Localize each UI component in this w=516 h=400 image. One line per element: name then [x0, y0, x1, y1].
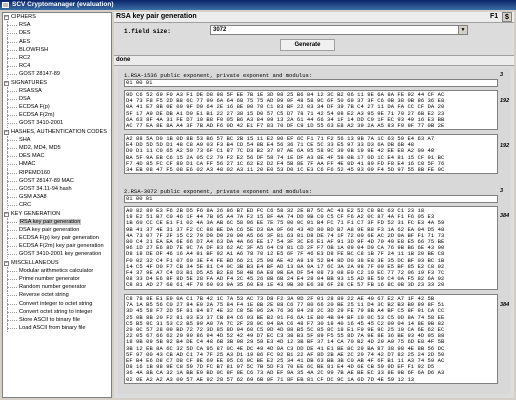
sidebar-item-label: MD2, MD4, MD5: [19, 145, 61, 151]
sidebar-item[interactable]: [3, 242, 111, 250]
sidebar-item-label: DSA: [19, 95, 31, 102]
hex-line: D0 D1 11 C0 65 A2 50 73 6F C1 87 7C D3 B2 37 07 AE 6A 05 58 9C 39 0B 19 9E 42 EE E8 A2 09 48: [126, 147, 435, 155]
page-title: RSA key pair generation: [116, 13, 197, 20]
tree-section[interactable]: [3, 79, 111, 87]
hex-line: A0 82 89 E3 F6 2B D5 F6 8A 26 86 B7 ED FC C6 58 32 2E B7 5C AC 43 E2 52 C8 BC 63 C1 23 18: [126, 207, 425, 214]
sidebar-item[interactable]: [3, 226, 111, 234]
sidebar-item-label: AES: [19, 38, 31, 45]
sidebar-item-label: RSA: [19, 22, 31, 29]
sidebar-item[interactable]: [3, 218, 111, 226]
tree-section-label: MISCELLANEOUS: [11, 259, 59, 266]
sidebar-item[interactable]: [3, 291, 111, 299]
hex-line: 36 4A 8B CA 32 1A BB E9 BD 0C 8F 8E C6 73 AD EF 9A 35 4A 2C 99 7B AE BE EC 33 8E 9B 6F 6A D6 A3: [126, 369, 445, 377]
field-size-select[interactable]: [210, 25, 468, 35]
sidebar-item-label: RSASSA: [19, 87, 42, 94]
hex-line: C8 81 AD 27 68 61 4F 70 60 03 9A 35 60 E9 1E 43 9B 30 E6 38 6F 28 CE 57 FB 16 8C 0B 3D 23 33 20: [126, 281, 445, 289]
hex-line: 25 0B 8B 20 F2 81 93 E3 37 CB 84 C6 93 BE B2 01 F6 6A 1E B0 4B 94 BF 19 0C 53 C5 0D 8A 74 58 EE: [126, 313, 445, 321]
sidebar-item-label: SHA: [19, 136, 31, 143]
sidebar-item-label: Load ASCII from binary file: [19, 325, 86, 332]
main-panel: [114, 12, 514, 398]
collapse-icon[interactable]: −: [5, 79, 8, 86]
hex-line: BA 5F 9A EB C6 15 2A 05 C2 79 F2 E2 56 DF 58 74 1E DF A3 8E 4F 58 0B 17 0D 1C E4 81 15 CF 91 BC: [126, 153, 445, 161]
hex-line: F0 02 32 C4 F1 07 60 3E F4 FE BD 66 21 25 90 AE 42 A9 19 52 B4 8D D0 38 E8 3E 35 DC BF 03 BC 1B: [126, 256, 445, 264]
sidebar-item[interactable]: [3, 267, 111, 275]
tree-section-label: KEY GENERATION: [11, 210, 61, 217]
sidebar-item[interactable]: [3, 144, 111, 152]
rsa3072-public-exponent[interactable]: 01 00 01: [124, 195, 498, 203]
hex-line: D8 16 1B 98 9E C8 59 7D FC B7 81 97 5C 7B 5D F3 70 EE 6C BE 81 E4 4D 6E CB 59 9D EF F1 92 D5: [126, 363, 435, 371]
hex-line: F4 37 9E A7 C4 D3 B1 D5 A5 B2 E8 58 4B 6A E8 9B EA DF 54 08 73 08 E0 C2 10 EC 77 72 06 19 F3 7C: [126, 269, 445, 277]
rsa1536-modulus-count: 192: [500, 143, 510, 149]
sidebar-item[interactable]: [3, 234, 111, 242]
sidebar-item-label: GOST 28147-89 MAC: [19, 177, 74, 184]
sidebar-item[interactable]: [3, 316, 111, 324]
sidebar-item[interactable]: [3, 324, 111, 332]
tree-section-label: CIPHERS: [11, 14, 36, 20]
sidebar-item[interactable]: [3, 160, 111, 168]
rsa3072-exponent-count: 3: [500, 188, 504, 194]
rsa1536-title: 1.RSA-1536 public exponent, private exponent and modulus:: [124, 72, 313, 79]
sidebar-item-label: Random number generator: [19, 284, 87, 291]
hex-line: 02 0E A2 A2 A3 00 57 AE 92 28 57 62 69 6B 0F 71 8F EB 81 CF DC 9C 1A 6D 7D 4E 59 12 13: [126, 375, 415, 383]
hex-line: 5F 97 00 43 CB AD C1 74 7F 25 A3 D1 19 86 FC 92 B1 22 AF 8D 2B AE 2C 20 74 42 D7 82 25 24 2D 50: [126, 350, 445, 358]
hex-line: 4A 73 07 7F 2F 15 C2 79 D0 D0 20 00 A5 66 3F 81 63 81 D8 DE 74 1F 72 00 6E AC 2D 0A BF F1 71 73: [126, 231, 445, 239]
sidebar-item-label: BLOWFISH: [19, 46, 49, 53]
hex-line: C5 B5 8C 31 53 C2 B5 90 A0 7A 7C 2F 28 0C 04 8A C6 48 F7 30 18 40 16 45 45 C2 09 04 14 8E 9B 82: [126, 319, 445, 327]
sidebar-item[interactable]: [3, 169, 111, 177]
tree-section[interactable]: [3, 128, 111, 136]
sidebar-tree[interactable]: [2, 12, 112, 398]
hex-line: 3D 45 58 F7 2D 5F 81 84 87 4E 32 C8 5E 06 2A 76 36 84 28 2C 3D 29 FE 79 8B A4 BF C5 8F 91 CA CC: [126, 307, 445, 315]
sidebar-item-label: GOST 34.11-94 hash: [19, 185, 72, 192]
generate-button[interactable]: Generate: [280, 39, 335, 51]
app-icon: [2, 2, 9, 8]
sidebar-item[interactable]: [3, 38, 111, 46]
tree-section[interactable]: [3, 13, 111, 21]
sidebar-item[interactable]: [3, 95, 111, 103]
hex-line: 96 1D 27 E6 8D 7E 9C 7A DF 83 62 AC 3F A5 64 C9 81 CD 2F F7 OB 1A 09 04 D9 CA 76 9B B6 6E 43 00: [126, 244, 445, 252]
sidebar-item[interactable]: [3, 46, 111, 54]
sidebar-item-label: RC4: [19, 63, 31, 70]
tree-section-label: SIGNATURES: [11, 79, 47, 86]
sidebar-item-label: Prime number generator: [19, 276, 80, 282]
sidebar-item-label: CRC: [19, 202, 32, 209]
hex-line: 7A 1A B5 56 C0 27 84 E0 2A 75 84 F4 1E 8B 2E 88 C6 77 80 66 20 BE 25 11 D4 3C B2 B3 B0 89 8F 51: [126, 301, 445, 309]
sidebar-item-label: GOST 28147-89: [19, 71, 60, 78]
hex-line: AC 77 EA 8E 8A A4 3F 7B AD F6 0D 42 E1 F7 83 70 DF C9 1D 55 63 E8 A2 39 2A A5 83 F9 9F 77 0B 2E: [126, 122, 445, 130]
hex-line: D8 18 DE DF 46 16 A4 81 BF 92 A1 A6 78 70 12 E5 6F 7F 46 E3 D8 FE BC C8 1B 7F 24 11 1B 20 BE C8: [126, 250, 445, 258]
sidebar-item-label: DES: [19, 30, 31, 37]
field-size-label: 1.field size:: [124, 28, 171, 35]
rsa1536-private-exponent[interactable]: [124, 90, 498, 130]
rsa1536-private-count: 192: [500, 98, 510, 104]
sidebar-item-label: HMAC: [19, 161, 36, 168]
sidebar-item-label: DES MAC: [19, 153, 45, 160]
sidebar-item-label: RIPEMD160: [19, 169, 51, 176]
tree-section[interactable]: [3, 210, 111, 218]
chevron-down-icon[interactable]: ▼: [458, 26, 467, 34]
sidebar-item[interactable]: [3, 111, 111, 119]
hex-line: 34 EB 08 47 F5 08 E6 02 A3 48 02 A3 11 20 E0 53 D0 1C E3 C6 F6 52 45 93 09 F4 5D 97 55 8B FE 0C: [126, 166, 445, 174]
sidebar-item[interactable]: [3, 300, 111, 308]
sidebar-item[interactable]: [3, 152, 111, 160]
sidebar-item[interactable]: [3, 201, 111, 209]
sidebar-item[interactable]: [3, 70, 111, 78]
sidebar-item[interactable]: [3, 283, 111, 291]
dollar-button[interactable]: $: [502, 12, 512, 22]
field-size-value: 3072: [213, 27, 227, 33]
window-title: SCV Cryptomanager (evaluation): [12, 1, 114, 8]
rsa3072-title: 2.RSA-3072 public exponent, private exponent and modulus:: [124, 188, 313, 195]
hex-line: 08 33 D4 E6 8F 8D 5E 28 FA AD F4 2C 45 26 8B 6B 24 E4 28 04 BB 93 15 AD 8E 59 C4 0A F5 82 6A 92: [126, 275, 445, 283]
tree-section[interactable]: [3, 259, 111, 267]
collapse-icon[interactable]: −: [5, 210, 8, 217]
sidebar-item[interactable]: [3, 21, 111, 29]
rsa3072-modulus[interactable]: [124, 294, 498, 384]
hex-line: 3B 12 EB 8A 6C 32 5D CA 95 87 0C 4E DC 49 4D 0A C3 DD DE 41 E1 BE 8C 29 BA 87 38 98 4E 8B 56 DC: [126, 344, 445, 352]
results-panel: [118, 68, 510, 394]
hex-line: 9D C6 52 69 F0 A3 F1 DE D8 98 5F EE 7B 1E 3D 08 25 B6 84 12 3C B2 06 11 9E 6A 8A FE 92 44 CF AC: [126, 91, 445, 98]
hex-line: 29 8C 57 28 09 BD 72 72 3D 85 8D 94 60 C5 9D 4D 88 B5 5C 85 8C 18 E1 F9 9E 9C 25 10 CA 6E 62 EC: [126, 326, 445, 334]
sidebar-item[interactable]: [3, 54, 111, 62]
sidebar-item[interactable]: [3, 250, 111, 258]
sidebar-item-label: Convert integer to octet string: [19, 300, 93, 307]
sidebar-item-label: Modular arithmetics calculator: [19, 267, 94, 274]
sidebar-item-label: RSA key pair generation: [20, 218, 81, 225]
hex-line: EF B4 E6 D8 C7 D8 CF 8E 69 EE 95 C6 9C BE E2 25 34 41 DB 63 BB 3B C0 AB 4F 6F B1 11 A3 74 59 AC: [126, 357, 445, 365]
sidebar-item[interactable]: [3, 177, 111, 185]
tree-section-label: HASHES, AUTHENTICATION CODES: [11, 128, 107, 135]
sidebar-item-label: RC2: [19, 54, 31, 61]
rsa3072-modulus-count: 384: [500, 302, 510, 308]
hex-line: 18 9B 09 5B 92 B4 DE C4 48 6B 3B 98 29 58 E3 4D 12 3B BF 37 14 CA 70 B2 4D 29 A0 75 6D E8 4F 5B: [126, 338, 445, 346]
sidebar-item[interactable]: [3, 29, 111, 37]
sidebar-item-label: Reverse octet string: [19, 292, 69, 299]
window-title-bar: [0, 0, 516, 10]
rsa1536-modulus[interactable]: [124, 134, 498, 174]
page-header: [114, 12, 514, 23]
status-bar: done: [114, 55, 514, 66]
hex-line: A2 88 5A D0 1B 0D 8B 53 B6 57 BC 2B 15 11 E2 00 EF 6C F1 71 F2 56 13 9B 7A 1C 63 59 E4 63 A7: [126, 135, 435, 142]
hex-line: E4 DD 5D 5D D1 48 C8 A9 03 F3 B4 CD 54 8B E4 56 36 71 CE 5C 33 E5 97 33 D3 6A DB 6B 48: [126, 141, 415, 149]
sidebar-item[interactable]: [3, 103, 111, 111]
hex-line: 1B 60 CC CE E1 F1 02 4A 3A AB 6C 58 96 EE 7E 75 00 0C 01 B4 FC 71 F1 C7 3F FD 52 31 FC E3 4A 59: [126, 219, 445, 227]
sidebar-item[interactable]: [3, 275, 111, 283]
sidebar-item-label: ECDSA F(2m) key pair generation: [19, 243, 104, 250]
sidebar-item-label: GOST 3410-2001: [19, 120, 64, 127]
sidebar-item[interactable]: [3, 119, 111, 127]
sidebar-item[interactable]: [3, 136, 111, 144]
sidebar-item-label: ECDSA F(2m): [19, 112, 55, 119]
help-key-label[interactable]: F1: [490, 13, 499, 20]
sidebar-item-label: Convert octet string to integer: [19, 308, 93, 315]
rsa3072-private-exponent[interactable]: [124, 206, 498, 290]
sidebar-item[interactable]: [3, 87, 111, 95]
rsa3072-private-count: 384: [500, 213, 510, 219]
hex-line: 0A 41 E7 8B 0E 00 9F D0 64 2E 16 8E 00 70 C1 83 BF 22 03 34 DF 39 7B C4 27 11 DA FA CC CF DA 20: [126, 103, 445, 111]
rsa1536-exponent-count: 3: [500, 72, 504, 78]
hex-line: 22 05 67 66 62 20 99 86 94 4D 52 42 49 D7 EC C3 38 B3 5F 89 F5 55 8D 7A 9E 8E 36 BE 93 4D 95 88: [126, 332, 445, 340]
sidebar-item[interactable]: [3, 308, 111, 316]
hex-line: C8 78 8E E1 E9 0A C1 7B 42 1C 7A 53 AC 73 D8 F2 3A 0D 2F 01 28 89 22 AE 40 67 E2 A7 1F 42 5B: [126, 295, 435, 302]
hex-line: 5F 17 A9 DE DB A1 D0 E1 B1 22 27 38 15 D0 57 C5 D7 78 71 42 54 08 E2 A3 95 9E 71 70 27 6B E2 23: [126, 109, 445, 117]
sidebar-item-label: ECDSA F(p) key pair generation: [19, 235, 99, 242]
hex-line: 9B 41 37 4E 31 37 F2 CC 88 BE DA C6 5E D3 8A 0F 60 43 4D 80 BD B7 A8 9E B8 F3 1A 62 EA 04 D5 48: [126, 225, 445, 233]
collapse-icon[interactable]: −: [5, 259, 8, 266]
sidebar-item[interactable]: [3, 193, 111, 201]
sidebar-item[interactable]: [3, 185, 111, 193]
hex-line: 80 C4 21 EA EA 6E 66 D7 A4 63 DA 4A 66 EE 17 54 3F 3C E6 E1 AF 91 3D 9F 4D 79 49 E8 E5 66 75 BE: [126, 238, 445, 246]
hex-line: 18 E2 51 B7 C0 46 1F 44 7B 95 A4 7A F2 15 8F 4A 74 DD 9B C0 C5 CF F6 A2 0C 87 4A F1 F6 05 E3: [126, 213, 435, 221]
sidebar-item-label: Store ASCII to binary file: [19, 316, 80, 323]
collapse-icon[interactable]: −: [5, 14, 8, 20]
hex-line: F7 4D 85 FC CF 80 D1 CA FF 56 27 1C 62 E2 D2 F4 5B 8E 7F AA FF 4E 0D 41 89 FD F8 E4 16 C0 5F 76: [126, 159, 445, 167]
rsa1536-public-exponent[interactable]: 01 00 01: [124, 79, 498, 87]
sidebar-item[interactable]: [3, 62, 111, 70]
sidebar-item-label: DSA key pair generation: [19, 226, 80, 233]
sidebar-item-label: GSM A3A8: [19, 194, 47, 201]
collapse-icon[interactable]: −: [5, 128, 8, 135]
hex-line: 6A 63 8F 4A 31 FE D7 10 B8 F0 05 B6 A3 84 09 13 2A 61 44 66 34 1F 14 DD C0 1F EC 93 49 16 E3 BB: [126, 115, 445, 123]
hex-line: D4 73 F8 F5 2D B8 6C 77 99 6A 64 68 75 75 AD 09 0F 48 58 9C 6F 50 69 37 3F C6 0B 38 0B 86 36 E8: [126, 97, 445, 105]
sidebar-item-label: GOST 3410-2001 key generation: [19, 251, 102, 258]
hex-line: 14 C5 4F D0 F7 CB 34 5E 81 C4 0C 3B B3 E4 BF AD 13 0A 0A 17 6C 3A 2A 98 7F 09 E5 BF 85 E2 C8 92: [126, 262, 445, 270]
sidebar-item-label: ECDSA F(p): [19, 104, 50, 111]
